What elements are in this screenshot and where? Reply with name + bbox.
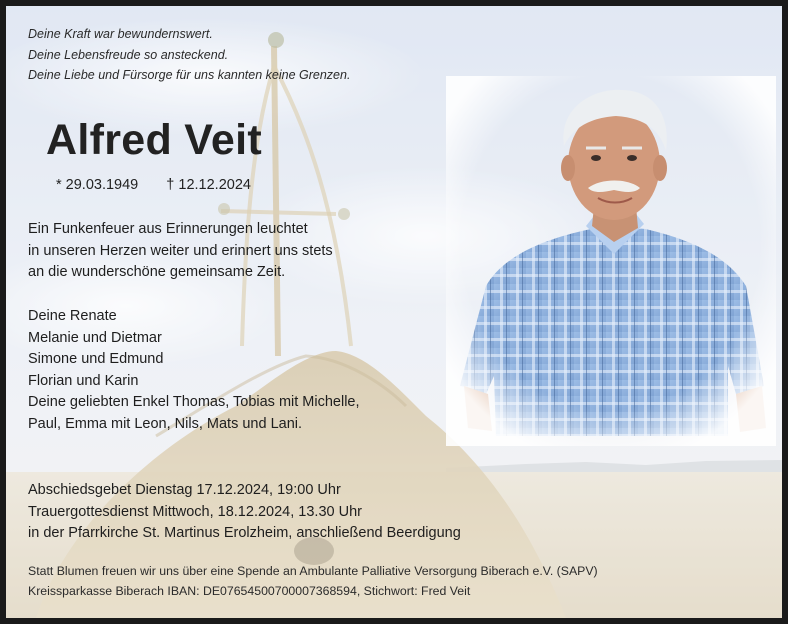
mourner-line: Paul, Emma mit Leon, Nils, Mats und Lani. xyxy=(28,415,303,432)
donation-line: Statt Blumen freuen wir uns über eine Spende an Ambulante Palliative Versorgung Biberach e.V. (SAPV) xyxy=(28,564,598,578)
service-line: Abschiedsgebet Dienstag 17.12.2024, 19:00 Uhr xyxy=(28,482,341,498)
poem-line: Deine Kraft war bewundernswert. xyxy=(28,27,213,41)
mourner-line: Deine geliebten Enkel Thomas, Tobias mit Michelle, xyxy=(28,394,360,411)
service-line: in der Pfarrkirche St. Martinus Erolzheim, anschließend Beerdigung xyxy=(28,525,461,541)
mourner-line: Florian und Karin xyxy=(28,372,139,389)
poem-line: Deine Lebensfreude so ansteckend. xyxy=(28,47,229,62)
memory-line: an die wunderschöne gemeinsame Zeit. xyxy=(28,264,286,280)
mourner-line: Melanie und Dietmar xyxy=(28,329,162,346)
deceased-name: Alfred Veit xyxy=(46,116,262,164)
memory-line: Ein Funkenfeuer aus Erinnerungen leuchtet xyxy=(28,221,308,237)
life-dates xyxy=(56,177,251,193)
death-date: † 12.12.2024 xyxy=(166,177,251,193)
service-line: Trauergottesdienst Mittwoch, 18.12.2024, 13.30 Uhr xyxy=(28,503,362,520)
mourners-list xyxy=(28,306,360,436)
poem xyxy=(28,24,350,86)
bank-details: Kreissparkasse Biberach IBAN: DE07654500700007368594, Stichwort: Fred Veit xyxy=(28,583,471,598)
donation-note xyxy=(28,562,598,601)
memory-line: in unseren Herzen weiter und erinnert uns stets xyxy=(28,242,333,259)
mourner-line: Simone und Edmund xyxy=(28,351,164,368)
memory-text xyxy=(28,219,333,284)
funeral-services xyxy=(28,480,461,545)
poem-line: Deine Liebe und Fürsorge für uns kannten keine Grenzen. xyxy=(28,68,351,82)
birth-date: * 29.03.1949 xyxy=(56,177,139,193)
mourner-line: Deine Renate xyxy=(28,308,117,324)
